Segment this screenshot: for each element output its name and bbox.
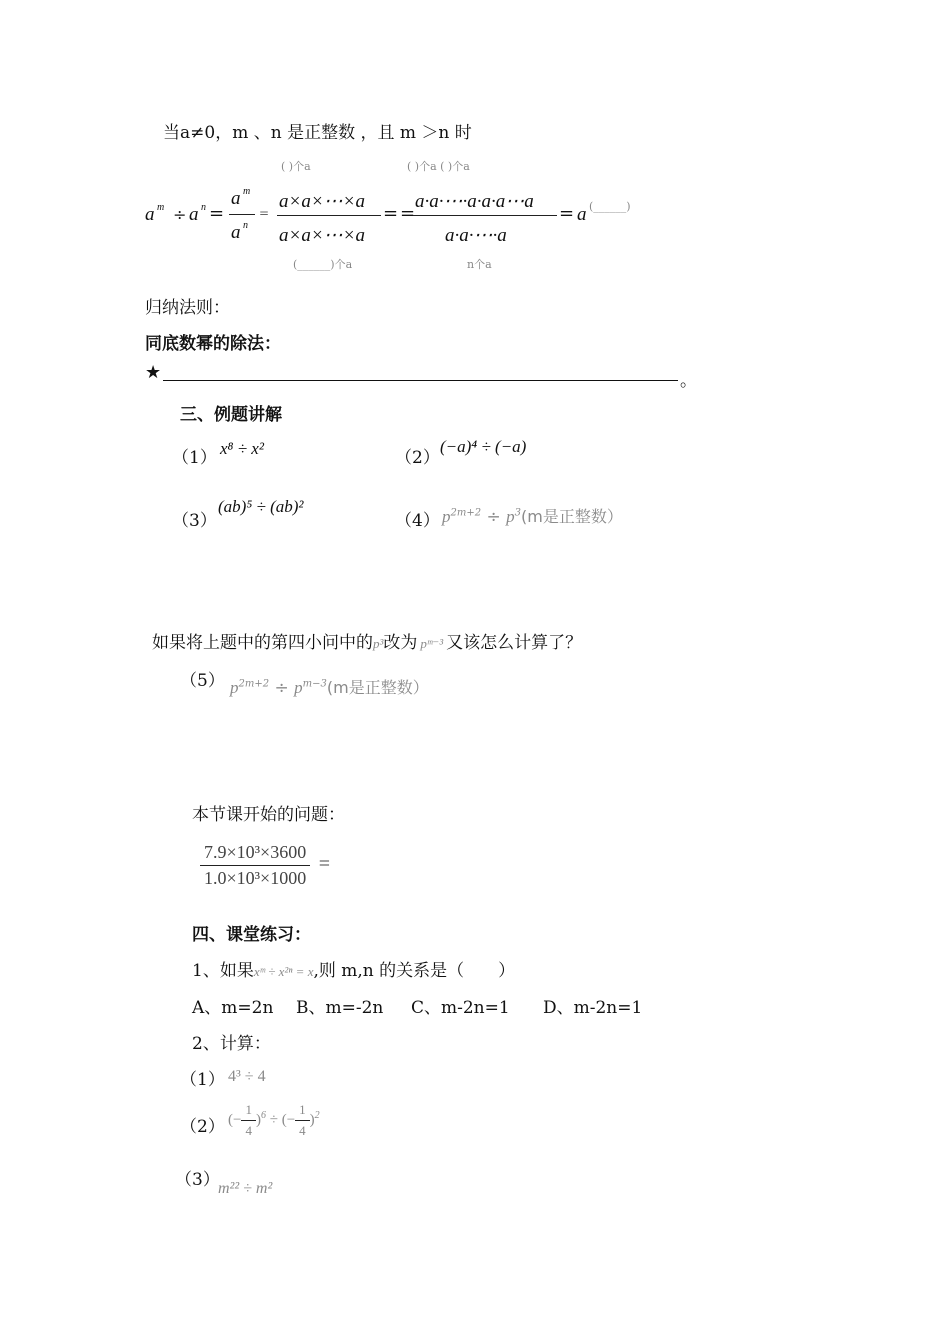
frac1-num: a [231, 188, 241, 209]
rule-blank-line [163, 380, 678, 381]
p5-base2: p [294, 678, 303, 697]
rule-end: 。 [680, 371, 697, 391]
p3-expr: (ab)⁵ ÷ (ab)² [218, 497, 304, 516]
followup-text-c: 又该怎么计算了？ [446, 633, 583, 653]
c2-exp-1: 6 [260, 1109, 266, 1121]
p5-note: (m是正整数） [326, 678, 429, 697]
p2-label: （2） [395, 448, 440, 468]
p1-expr: x⁸ ÷ x² [220, 439, 264, 458]
c1-expr: 4³ ÷ 4 [228, 1068, 266, 1085]
q1-text-b: ,则 m,n 的关系是（ ） [313, 961, 516, 981]
lhs-exp-m: m [157, 202, 165, 213]
opening-frac [200, 842, 310, 889]
frac1-num-exp: m [243, 186, 251, 197]
p5-label: （5） [180, 671, 225, 691]
followup-pm3: pᵐ⁻³ [420, 636, 444, 651]
frac2-num: a×a×⋯×a [279, 191, 365, 212]
c2-num-2: 1 [299, 1102, 306, 1117]
frac3-bottom-label: n个a [467, 258, 492, 271]
q1-expr: xᵐ ÷ x²ⁿ = x [253, 964, 314, 979]
frac2-top-label: ( )个a [281, 160, 311, 173]
p4-base2: p [506, 507, 515, 526]
c2-close-2: ) [309, 1111, 315, 1128]
p5-div: ÷ [274, 678, 289, 698]
p4-exp2: 3 [514, 507, 522, 519]
c2-label: （2） [180, 1117, 225, 1137]
eq-5: = [559, 203, 575, 224]
p3-label: （3） [172, 511, 217, 531]
choice-a[interactable]: A、m=2n [192, 998, 274, 1018]
followup-p3: p³ [373, 636, 384, 651]
frac3-top-label: ( )个a ( )个a [407, 160, 470, 173]
c2-open-1: (− [228, 1111, 242, 1128]
lhs-base-n: a [189, 204, 199, 225]
c2-open-2: (− [281, 1111, 296, 1128]
lhs-base-m: a [145, 204, 155, 225]
section4-title: 四、课堂练习： [192, 925, 311, 945]
summary-label: 归纳法则： [145, 298, 230, 318]
eq-3: = [383, 203, 399, 224]
opening-fraction [200, 842, 330, 889]
frac2-bottom-label: (______)个a [293, 258, 353, 271]
opening-num: 7.9×10³×3600 [204, 842, 307, 862]
c2-frac-1 [241, 1102, 256, 1139]
c2-exp-2: 2 [314, 1109, 320, 1121]
p5-exp1: 2m+2 [238, 678, 270, 690]
result-exp: (______) [589, 200, 631, 213]
intro-condition: 当a≠0，m 、n 是正整数 ，且 m ＞n 时 [163, 123, 472, 143]
c2-expr [228, 1102, 320, 1139]
p5-base1: p [230, 678, 239, 697]
c2-close-1: ) [255, 1111, 261, 1128]
p4-label: （4） [395, 511, 440, 531]
result-base: a [577, 204, 587, 225]
eq-4: = [400, 203, 416, 224]
c3-expr: m²² ÷ m² [218, 1180, 273, 1197]
followup-text-a: 如果将上题中的第四小问中的 [152, 633, 373, 653]
q1-text-a: 1、如果 [192, 961, 254, 981]
lhs-exp-n: n [201, 202, 206, 213]
p2-expr: (−a)⁴ ÷ (−a) [440, 437, 527, 456]
lhs-div: ÷ [173, 205, 187, 224]
frac3-bar [413, 215, 557, 216]
p5-expr [230, 675, 429, 698]
c1-label: （1） [180, 1070, 225, 1090]
frac2-den: a×a×⋯×a [279, 225, 365, 246]
p4-note: (m是正整数） [521, 507, 623, 526]
p4-div: ÷ [486, 507, 501, 527]
rule-star: ★ [145, 362, 162, 383]
q1 [192, 956, 515, 981]
eq-2: = [259, 206, 270, 220]
p5-exp2: m−3 [302, 678, 327, 690]
c2-den-2: 4 [295, 1120, 310, 1139]
q2-label: 2、计算： [192, 1034, 271, 1054]
c2-frac-2 [295, 1102, 310, 1139]
p4-base1: p [442, 507, 451, 526]
derivation [145, 158, 705, 276]
opening-label: 本节课开始的问题： [192, 805, 345, 825]
frac1-den: a [231, 222, 241, 243]
p1-label: （1） [172, 448, 217, 468]
choice-b[interactable]: B、m=-2n [296, 998, 384, 1018]
choice-c[interactable]: C、m-2n=1 [411, 998, 510, 1018]
frac3-num: a·a·⋯·a·a·a⋯a [415, 191, 534, 212]
opening-eq: = [318, 852, 330, 875]
choice-d[interactable]: D、m-2n=1 [543, 998, 643, 1018]
rule-title: 同底数幂的除法： [145, 334, 281, 354]
opening-den: 1.0×10³×1000 [200, 865, 310, 889]
c3-label: （3） [175, 1170, 220, 1190]
frac1-den-exp: n [243, 220, 248, 231]
p4-exp1: 2m+2 [450, 507, 482, 519]
c2-div: ÷ [269, 1111, 278, 1128]
followup-question [152, 628, 582, 653]
eq-1: = [209, 203, 225, 224]
frac2-bar [277, 215, 381, 216]
c2-den-1: 4 [241, 1120, 256, 1139]
c2-num-1: 1 [245, 1102, 252, 1117]
followup-text-b: 改为 [383, 633, 418, 653]
p4-expr [442, 504, 623, 527]
section3-title: 三、例题讲解 [180, 405, 282, 425]
frac1-bar [229, 214, 255, 215]
frac3-den: a·a·⋯·a [445, 225, 507, 246]
